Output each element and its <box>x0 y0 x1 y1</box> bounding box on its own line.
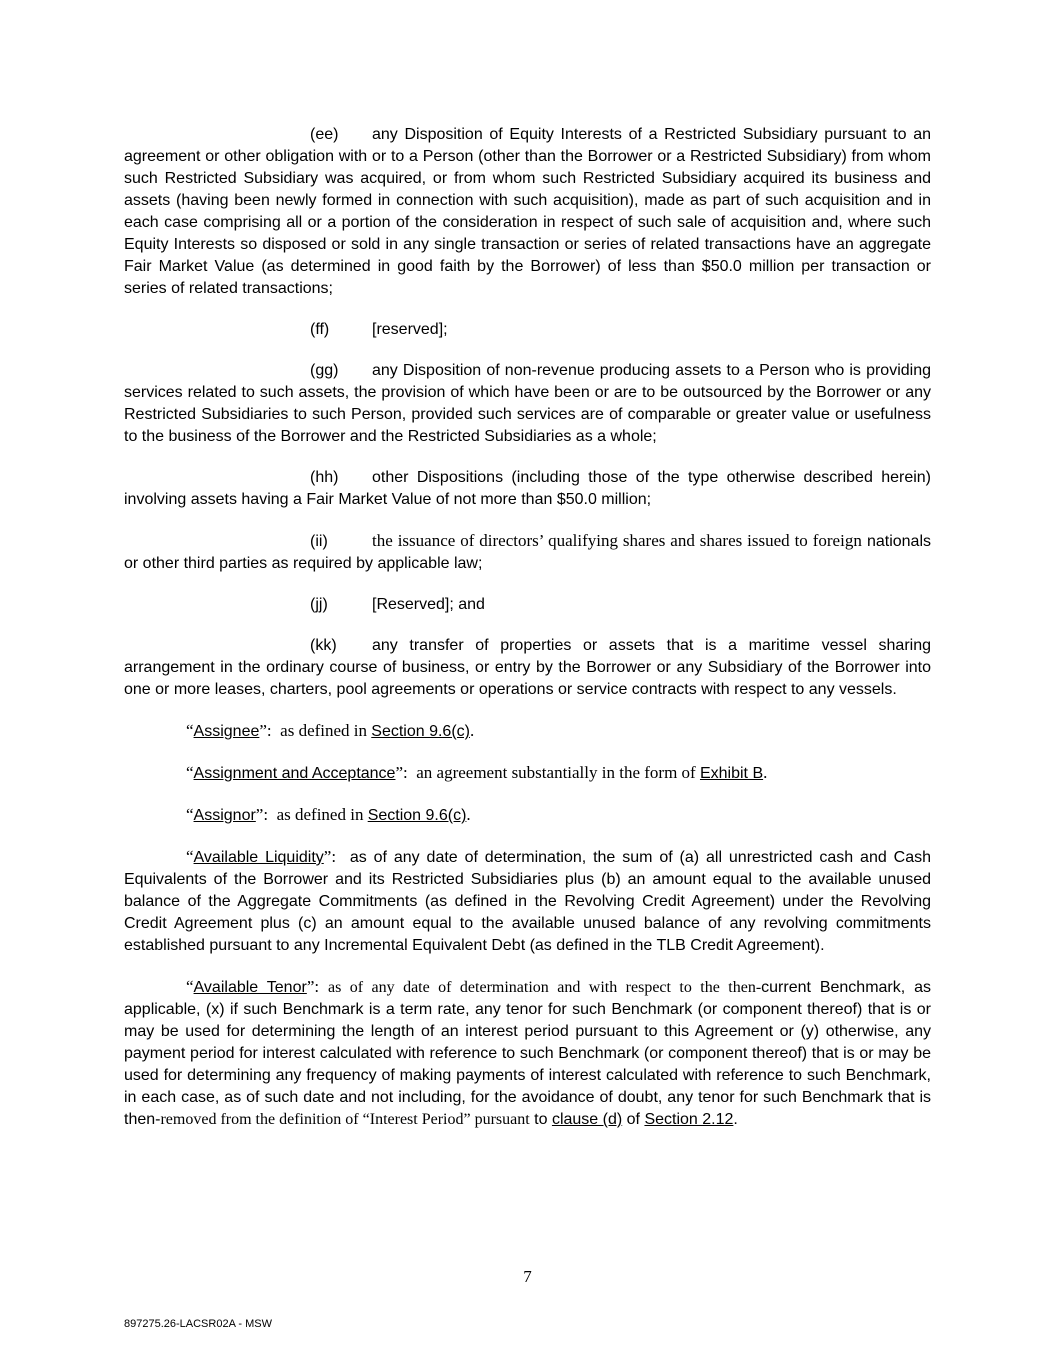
clause-label: (gg) <box>310 362 339 379</box>
defined-term: Available Liquidity <box>193 849 324 866</box>
definition-text-serif: as of any date of determination and with respect to the then- <box>327 979 762 996</box>
definition-available-tenor <box>124 976 931 1131</box>
cross-reference-link[interactable]: clause (d) <box>551 1111 623 1128</box>
cross-reference-link[interactable]: Section 9.6(c) <box>371 723 470 740</box>
cross-reference-link[interactable]: Section 2.12 <box>644 1111 734 1128</box>
definition-assignor <box>124 804 931 827</box>
clause-label: (ii) <box>310 533 328 550</box>
document-footer-id: 897275.26-LACSR02A - MSW <box>124 1318 272 1330</box>
page-number: 7 <box>523 1267 532 1286</box>
defined-term: Assignor <box>193 807 256 824</box>
clause-label: (hh) <box>310 469 339 486</box>
close-quote: ”: <box>255 805 269 824</box>
definition-text: as of any date of determination, the sum of (a) all unrestricted cash and Cash Equivalents of the Borrower and its Restricted Subsidiaries plus (b) an amount equal to the available unused balance of the Aggregate Commitments (as defined in the Revolving Credit Agreement) under the Revolving Credit Agreement plus (c) an amount equal to the available unused balance of any revolving commitments established pursuant to any Incremental Equivalent Debt (as defined in the TLB Credit Agreement). <box>124 849 931 954</box>
clause-text: any transfer of properties or assets that is a maritime vessel sharing arrangement in the ordinary course of business, or entry by the Borrower or any Subsidiary of the Borrower into one or more leases, charters, pool agreements or operations or service contracts with respect to any vessels. <box>124 637 931 698</box>
clause-text: [reserved]; <box>372 321 448 338</box>
open-quote: “ <box>186 721 194 740</box>
close-quote: ”: <box>306 977 320 996</box>
clause-label: (ff) <box>310 321 330 338</box>
clause-ii <box>124 530 931 575</box>
defined-term: Assignee <box>193 723 260 740</box>
open-quote: “ <box>186 805 194 824</box>
defined-term: Available Tenor <box>193 979 307 996</box>
period: . <box>763 763 768 782</box>
definition-text: of <box>626 1111 640 1128</box>
clause-hh <box>124 467 931 511</box>
close-quote: ”: <box>395 763 408 782</box>
clause-text: any Disposition of Equity Interests of a Restricted Subsidiary pursuant to an agreement or other obligation with or to a Person (other than the Borrower or a Restricted Subsidiary) from whom such Restricted Subsidiary was acquired, or from whom such Restricted Subsidiary acquired its business and assets (having been newly formed in connection with such acquisition), made as part of such acquisition and in each case comprising all or a portion of the consideration in respect of such sale of acquisition and, where such Equity Interests so disposed or sold in any single transaction or series of related transactions have an aggregate Fair Market Value (as determined in good faith by the Borrower) of less than $50.0 million per transaction or series of related transactions; <box>124 126 931 297</box>
clause-text-serif: the issuance of directors’ qualifying shares and shares issued to foreign <box>372 531 862 550</box>
definition-text: current Benchmark, as applicable, (x) if such Benchmark is a term rate, any tenor for such Benchmark (or component thereof) that is or may be used for determining the length of an interest period pursuant to this Agreement or (y) otherwise, any payment period for interest calculated with reference to such Benchmark (or component thereof) that is or may be used for determining any frequency of making payments of interest calculated with reference to such Benchmark, in each case, as of such date and not including, for the avoidance of doubt, any tenor for such Benchmark that is then- <box>124 979 931 1128</box>
clause-text: other Dispositions (including those of the type otherwise described herein) involving assets having a Fair Market Value of not more than $50.0 million; <box>124 469 931 508</box>
clause-label: (jj) <box>310 596 328 613</box>
clause-label: (kk) <box>310 637 337 654</box>
clause-ff <box>124 319 931 341</box>
definition-text: to <box>534 1111 548 1128</box>
definition-available-liquidity <box>124 846 931 957</box>
open-quote: “ <box>186 977 194 996</box>
defined-term: Assignment and Acceptance <box>193 765 396 782</box>
definition-assignment-and-acceptance <box>124 762 931 785</box>
definition-text: as defined in <box>276 805 364 824</box>
definition-assignee <box>124 720 931 743</box>
definition-text: as defined in <box>280 721 368 740</box>
clause-label: (ee) <box>310 126 339 143</box>
clause-text: nationals or other third parties as required by applicable law; <box>124 533 931 572</box>
cross-reference-link[interactable]: Exhibit B <box>699 765 764 782</box>
definition-text: an agreement substantially in the form of <box>416 763 696 782</box>
clause-ee <box>124 124 931 300</box>
definition-text-serif: removed from the definition of “Interest Period” pursuant <box>160 1111 530 1128</box>
open-quote: “ <box>186 763 194 782</box>
close-quote: ”: <box>259 721 272 740</box>
clause-jj <box>124 594 931 616</box>
period: . <box>466 805 471 824</box>
period: . <box>733 1111 738 1128</box>
cross-reference-link[interactable]: Section 9.6(c) <box>367 807 467 824</box>
clause-gg <box>124 360 931 448</box>
clause-text: any Disposition of non-revenue producing assets to a Person who is providing services related to such assets, the provision of which have been or are to be outsourced by the Borrower or any Restricted Subsidiaries to such Person, provided such services are of comparable or greater value or usefulness to the business of the Borrower and the Restricted Subsidiaries as a whole; <box>124 362 931 445</box>
close-quote: ”: <box>323 847 337 866</box>
period: . <box>469 721 475 740</box>
clause-kk <box>124 635 931 701</box>
open-quote: “ <box>186 847 194 866</box>
clause-text: [Reserved]; and <box>372 596 485 613</box>
page-content <box>124 124 931 1150</box>
